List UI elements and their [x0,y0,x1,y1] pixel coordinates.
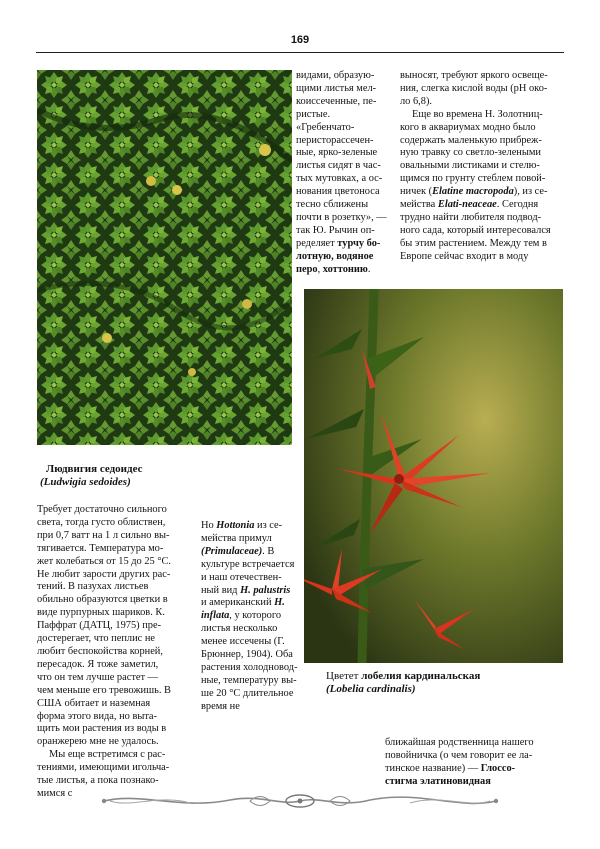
footer-ornament [100,788,500,814]
text-run: Цветет [326,670,362,682]
text-line: повойничка (о чем говорит ее ла- [385,749,533,761]
text-run: . Сегодня [496,199,539,211]
middle-column-bottom-text [201,520,301,714]
text-line: что он тем лучше растет — [37,671,159,683]
middle-column-top-text [296,70,396,277]
text-line: оранжерею мне не удалось. [37,736,159,748]
text-line [400,199,566,212]
text-run: Но [201,520,217,531]
text-run: из се- [254,520,283,531]
text-line: США обитает и наземная [37,697,151,709]
text-line [201,610,301,623]
text-line: Паффрат (ДАТЦ, 1975) пре- [37,620,162,632]
text-line [296,264,396,277]
lobelia-image [304,289,563,663]
ludwigia-image [37,70,292,445]
text-line: ристые. [296,108,331,120]
text-line: и наш отечествен- [201,571,282,583]
caption-title [326,670,566,683]
text-run: мейства [400,199,438,211]
text-line [201,546,301,559]
caption-latin: (Ludwigia sedoides) [40,476,131,488]
text-line: чем меньше его тревожишь. В [37,684,171,696]
text-run: ничек ( [400,186,433,198]
text-line: при 0,7 ватт на 1 л сильно вы- [37,529,170,541]
text-line [201,585,301,598]
text-line: трудно найти любителя подвод- [400,211,542,223]
term-bold: Глоссо- [480,762,516,774]
text-line: содержать маленькую прибреж- [400,134,542,146]
text-line: овальными листиками и стелю- [400,160,540,172]
text-line: виде пурпурных шариков. К. [37,607,165,619]
text-line: тений. В пазухах листьев [37,581,149,593]
text-line [400,186,566,199]
text-line: мимся с [37,787,73,799]
text-run: и американский [201,597,275,609]
text-line: коиссеченные, пе- [296,95,377,107]
left-column-bottom-text [37,504,197,801]
term-bold: хоттонию [322,263,368,275]
text-run: , у которого [229,610,282,622]
text-line: тые листья, а пока познако- [37,775,159,787]
term-bold: турчу бо- [337,237,381,249]
text-line: Требует достаточно сильного [37,504,167,515]
term-bold: перо [296,263,318,275]
text-line: Еще во времена Н. Золотниц- [412,108,543,120]
text-line: ного сада, который интересовался [400,224,551,236]
text-line [201,597,301,610]
text-line: выносят, требуют яркого освеще- [400,70,548,81]
text-line: тесно сближены [296,199,369,211]
text-line: видами, образую- [296,70,375,81]
text-line [385,776,565,789]
text-line: обильно образуются цветки в [37,594,168,606]
text-line: Не любит зарости других рас- [37,568,171,580]
text-line: форма этого вида, но вытa- [37,710,157,722]
text-line: достерегает, что пеплис не [37,633,156,645]
page-number: 169 [290,34,310,46]
text-line: ше 20 °С длительное [201,687,294,699]
lobelia-caption [326,670,566,696]
text-run: , [317,263,323,275]
text-line: почти в розетку», — [296,211,387,223]
text-line: листья сидят в час- [296,160,381,172]
text-line: время не [201,700,240,712]
text-run: ный вид [201,584,241,596]
caption-latin: (Lobelia cardinalis) [326,683,416,695]
right-column-bottom-text [385,737,565,789]
text-line: щимся по грунту стеблем повой- [400,173,546,185]
text-line [385,763,565,776]
text-line: Мы еще встретимся с рас- [49,749,166,761]
ornament-icon [100,788,500,814]
text-line: растения холодновод- [201,661,298,673]
caption-bold: лобелия кардинальская [361,670,481,682]
latin-name: H. palustris [240,584,291,596]
text-line [296,238,396,251]
text-line: любит беспокойства корней, [37,645,163,657]
ludwigia-photo [37,70,292,445]
text-run: ределяет [296,237,338,249]
text-line: листья несколько [201,623,278,635]
latin-name: (Primulaceae) [201,545,263,557]
latin-name: H. [274,597,285,609]
text-line: щими листья мел- [296,82,377,94]
text-line: так Ю. Рычин оп- [296,224,375,236]
lobelia-photo [304,289,563,663]
text-line: нования цветоноса [296,186,380,198]
text-line: Европе сейчас входит в моду [400,250,529,262]
latin-name: inflata [201,610,230,622]
caption-title: Людвигия седоидес [46,463,143,475]
text-line: тых мутовках, а ос- [296,173,383,185]
latin-name: Elatine macropoda [432,186,514,198]
text-line: Брюннер, 1904). Оба [201,649,293,661]
text-line: ния, слегка кислой воды (рН око- [400,82,548,94]
header-rule [36,52,564,53]
term-bold: лотную, водяное [296,250,374,262]
text-line: ло 6,8). [400,95,433,107]
ludwigia-caption [40,463,290,489]
latin-name: Elati-neaceae [437,199,497,211]
right-column-top-text [400,70,566,264]
text-line [201,520,301,533]
text-line: пересадок. Я тоже заметил, [37,658,159,670]
text-line: ную травку со светло-зелеными [400,147,541,159]
term-bold: стигма элатиновидная [385,775,491,787]
text-line: бы этим растением. Между тем в [400,237,547,249]
text-line: щить мои растения из воды в [37,723,167,735]
text-line [296,251,396,264]
text-run: ), из се- [513,186,548,198]
text-run: . В [262,545,275,557]
text-line: света, тогда густо облиствен, [37,516,166,528]
text-run: тинское название) — [385,762,481,774]
text-line: мейства примул [201,532,272,544]
text-line: «Гребенчато- [296,121,355,133]
text-line: ные, ярко-зеленые [296,147,378,159]
text-run: . [367,263,371,275]
text-line: ные, температуру вы- [201,674,297,686]
latin-name: Hottonia [216,520,255,531]
text-line: тягивается. Температура мо- [37,542,164,554]
text-line: жет колебаться от 15 до 25 °С. [37,555,172,567]
text-line: ближайшая родственница нашего [385,737,534,748]
text-line: культуре встречается [201,558,295,570]
text-line: менее иссечены (Г. [201,636,285,648]
text-line: кого в аквариумах модно было [400,121,536,133]
text-line: тениями, имеющими игольча- [37,762,170,774]
text-line: перистоpассечен- [296,134,374,146]
